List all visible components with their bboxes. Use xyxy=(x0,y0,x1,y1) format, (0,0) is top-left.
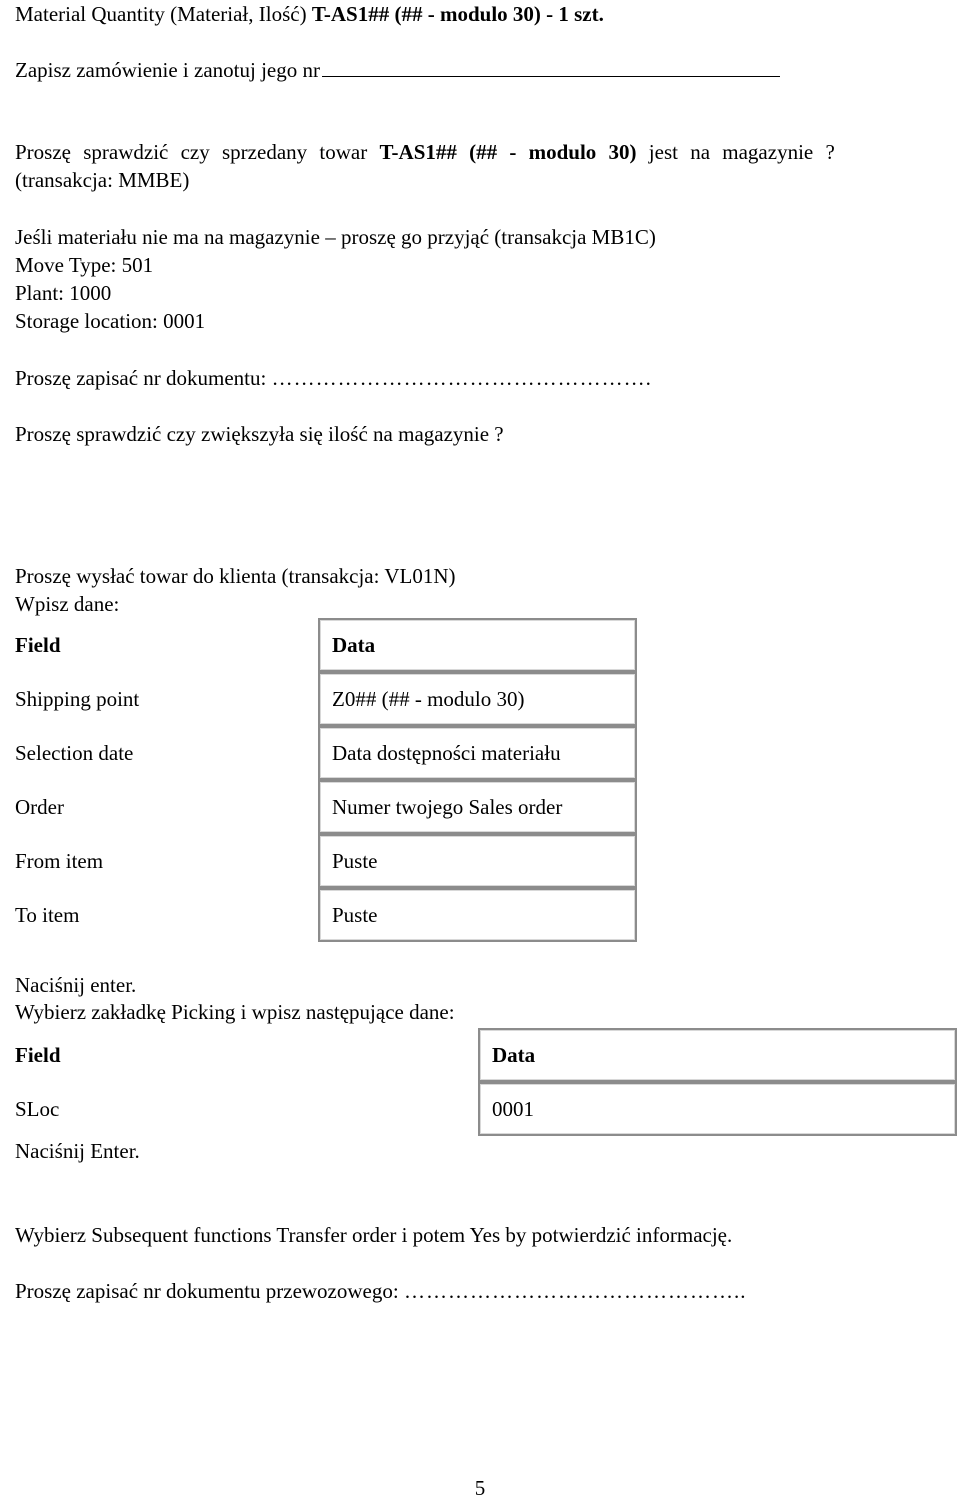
table-row xyxy=(15,1082,957,1136)
doc-number-line xyxy=(15,364,652,392)
order-number-blank[interactable] xyxy=(322,58,780,77)
mmbe-transaction: (transakcja: MMBE) xyxy=(15,168,190,192)
picking-line: Wybierz zakładkę Picking i wpisz następujące dane: xyxy=(15,1000,455,1024)
data-cell: Data dostępności materiału xyxy=(318,726,637,780)
table-row xyxy=(15,888,637,942)
field-cell: Shipping point xyxy=(15,687,140,711)
table-row xyxy=(15,672,637,726)
check-stock-text: Proszę sprawdzić czy sprzedany towar xyxy=(15,140,368,164)
check-stock-material: T-AS1## (## - modulo 30) xyxy=(379,140,637,164)
doc-number-dots[interactable]: ……………………………………………. xyxy=(271,366,652,390)
field-cell: SLoc xyxy=(15,1097,60,1121)
receive-line: Jeśli materiału nie ma na magazynie – proszę go przyjąć (transakcja MB1C) xyxy=(15,225,656,249)
plant: Plant: 1000 xyxy=(15,281,112,305)
table-row xyxy=(15,780,637,834)
header-data: Data xyxy=(478,1028,957,1082)
check-increase: Proszę sprawdzić czy zwiększyła się ilość na magazynie ? xyxy=(15,422,504,446)
header-prefix: Material Quantity (Materiał, Ilość) xyxy=(15,2,307,26)
table-row xyxy=(15,726,637,780)
header-field: Field xyxy=(15,633,61,657)
field-cell: Selection date xyxy=(15,741,134,765)
doc-number-label: Proszę zapisać nr dokumentu: xyxy=(15,366,267,390)
header-value: T-AS1## (## - modulo 30) - 1 szt. xyxy=(311,2,604,26)
data-cell: Z0## (## - modulo 30) xyxy=(318,672,637,726)
table-header-row xyxy=(15,1028,957,1082)
header-field: Field xyxy=(15,1043,61,1067)
data-cell: Numer twojego Sales order xyxy=(318,780,637,834)
picking-table xyxy=(15,1028,957,1136)
header-line xyxy=(15,0,604,28)
data-cell: Puste xyxy=(318,888,637,942)
field-cell: Order xyxy=(15,795,64,819)
storage-location: Storage location: 0001 xyxy=(15,309,206,333)
save-order-text: Zapisz zamówienie i zanotuj jego nr xyxy=(15,58,320,82)
delivery-line-1: Proszę wysłać towar do klienta (transakcja: VL01N) xyxy=(15,564,456,588)
save-order-line xyxy=(15,56,780,84)
move-type: Move Type: 501 xyxy=(15,253,154,277)
transport-doc-label: Proszę zapisać nr dokumentu przewozowego: xyxy=(15,1279,399,1303)
delivery-table xyxy=(15,618,637,942)
table-row xyxy=(15,834,637,888)
check-stock-line xyxy=(15,138,835,166)
table-header-row xyxy=(15,618,637,672)
page-number: 5 xyxy=(474,1476,486,1500)
press-enter-2: Naciśnij Enter. xyxy=(15,1139,140,1163)
transport-doc-line xyxy=(15,1277,746,1305)
delivery-line-2: Wpisz dane: xyxy=(15,592,120,616)
press-enter-1: Naciśnij enter. xyxy=(15,973,137,997)
check-stock-text-2: jest na magazynie ? xyxy=(648,140,835,164)
field-cell: To item xyxy=(15,903,80,927)
header-data: Data xyxy=(318,618,637,672)
field-cell: From item xyxy=(15,849,104,873)
subsequent-functions: Wybierz Subsequent functions Transfer order i potem Yes by potwierdzić informację. xyxy=(15,1223,733,1247)
data-cell: Puste xyxy=(318,834,637,888)
transport-doc-dots[interactable]: ……………………………………….. xyxy=(403,1279,747,1303)
data-cell: 0001 xyxy=(478,1082,957,1136)
